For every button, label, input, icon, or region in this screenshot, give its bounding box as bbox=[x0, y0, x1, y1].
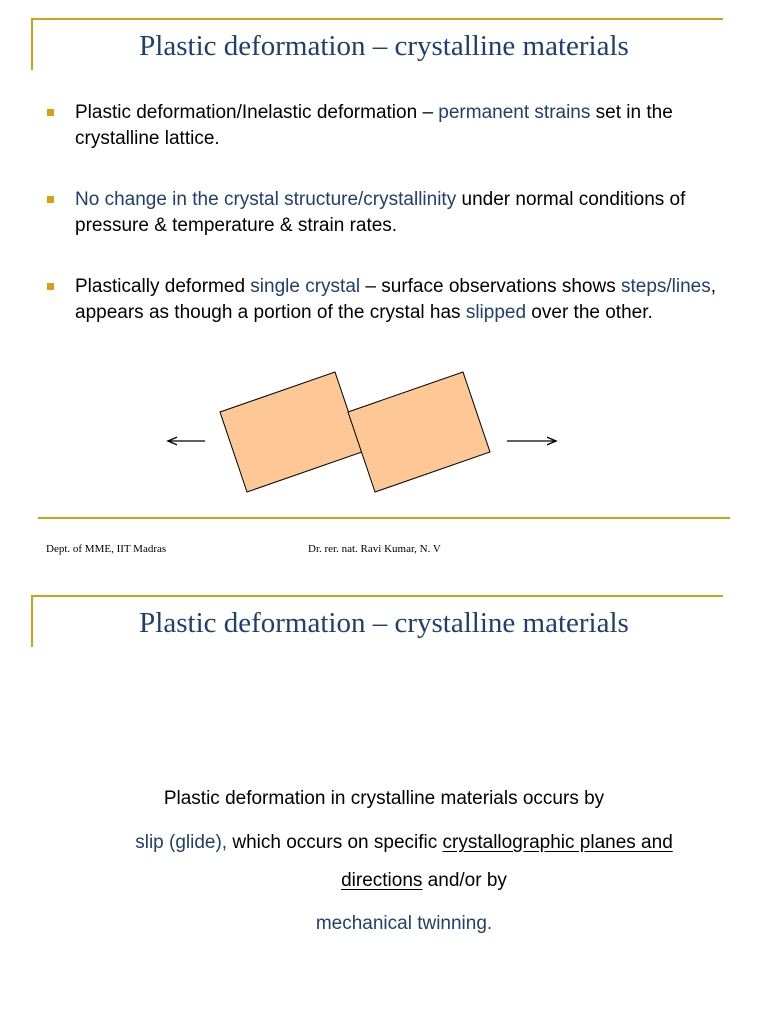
slide-title: Plastic deformation – crystalline materials bbox=[139, 607, 629, 639]
bullet-text: under normal conditions of pressure & temperature & strain rates. bbox=[75, 189, 686, 236]
bullet-list bbox=[46, 100, 726, 361]
directions-connector: and/or by bbox=[422, 870, 507, 891]
bullet-text: Plastic deformation/Inelastic deformation – bbox=[75, 102, 439, 123]
highlighted-term: slipped bbox=[465, 301, 527, 323]
bullet-text: – surface observations shows bbox=[360, 276, 621, 297]
bullet-item bbox=[46, 187, 726, 238]
slip-term: slip (glide), bbox=[135, 832, 228, 853]
bullet-text: , appears as though a portion of the crystal has bbox=[75, 276, 717, 323]
header-rule bbox=[31, 595, 723, 597]
slip-diagram bbox=[0, 360, 768, 500]
highlighted-term: No change in the crystal structure/crystallinity bbox=[75, 189, 457, 210]
slide-title: Plastic deformation – crystalline materials bbox=[139, 30, 629, 62]
bullet-square-icon bbox=[47, 196, 54, 203]
bullet-text: over the other. bbox=[526, 301, 653, 323]
slide-2 bbox=[0, 576, 768, 1024]
intro-line: Plastic deformation in crystalline materials occurs by bbox=[163, 788, 605, 809]
bullet-square-icon bbox=[47, 283, 54, 290]
bullet-item bbox=[46, 100, 726, 151]
planes-term: crystallographic planes and bbox=[442, 832, 673, 853]
highlighted-term: steps/lines bbox=[620, 276, 711, 297]
highlighted-term: permanent strains bbox=[438, 102, 591, 123]
footer-author: Dr. rer. nat. Ravi Kumar, N. V bbox=[308, 543, 441, 555]
footer-rule bbox=[38, 517, 730, 519]
bullet-square-icon bbox=[47, 109, 54, 116]
crystal-block-left bbox=[220, 372, 362, 492]
twinning-line: mechanical twinning. bbox=[315, 913, 493, 934]
highlighted-term: single crystal bbox=[250, 276, 361, 297]
crystal-block-right bbox=[348, 372, 490, 492]
bullet-text: set in the crystalline lattice. bbox=[75, 102, 673, 149]
bullet-item bbox=[46, 274, 726, 325]
directions-term: directions bbox=[341, 870, 423, 891]
slip-line bbox=[20, 831, 768, 855]
bullet-text: Plastically deformed bbox=[75, 276, 251, 297]
footer-department: Dept. of MME, IIT Madras bbox=[46, 543, 167, 555]
directions-line bbox=[40, 869, 768, 893]
slip-connector: which occurs on specific bbox=[227, 832, 443, 853]
header-rule bbox=[31, 18, 723, 20]
